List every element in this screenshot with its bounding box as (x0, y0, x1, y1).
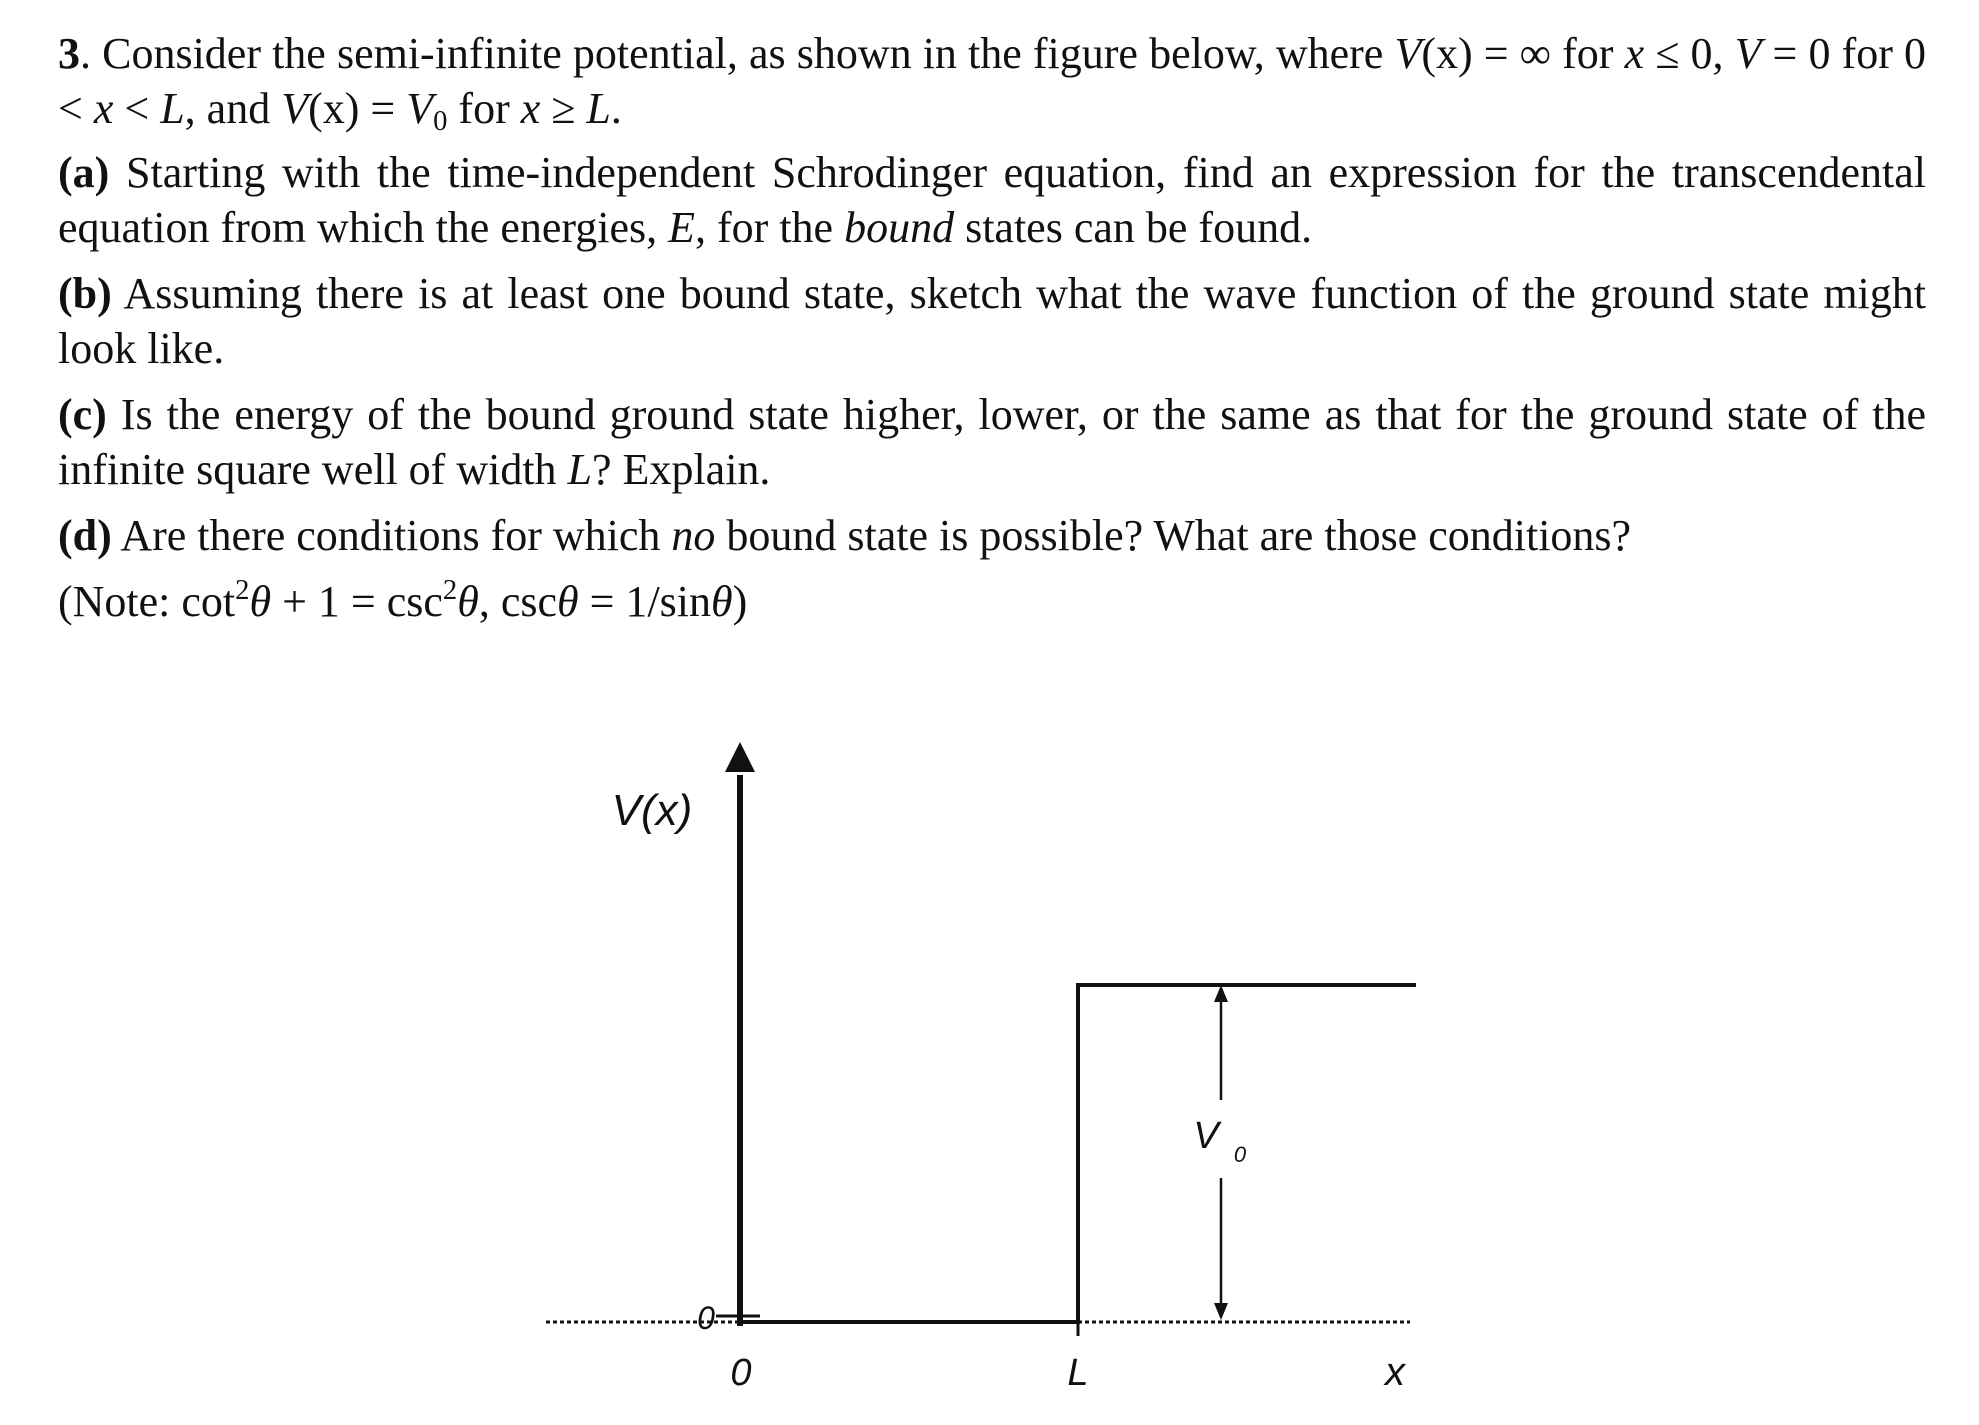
origin-label: 0 (730, 1352, 752, 1394)
y-axis-arrowhead (725, 742, 755, 772)
y-axis-label: V(x) (611, 786, 693, 835)
v0-arrowhead-down (1214, 1303, 1228, 1320)
origin-tick-label: 0 (697, 1300, 715, 1336)
part-d-label: (d) (58, 511, 112, 560)
problem-intro: 3. Consider the semi-infinite potential, as shown in the figure below, where V(x) = ∞ for x ≤ 0, V = 0 for 0 < x < L, and $V(x) = V_0$ for x ≥ L. (58, 29, 1926, 138)
x-axis-label: x (1385, 1350, 1405, 1394)
part-b-label: (b) (58, 269, 112, 318)
part-c-label: (c) (58, 390, 107, 439)
problem-statement (58, 26, 1926, 640)
part-a: (a) Starting with the time-independent Schrodinger equation, find an expression for the transcendental equation from which the energies, E, for the bound states can be found. (58, 148, 1926, 252)
trig-note: (Note: $\cot^2\theta + 1 = \csc^2\theta$, cscθ = 1/sinθ) (58, 574, 748, 626)
v0-subscript: 0 (1233, 1142, 1247, 1167)
problem-number: 3 (58, 29, 80, 78)
part-c: (c) Is the energy of the bound ground state higher, lower, or the same as that for the ground state of the infinite square well of width L? Explain. (58, 390, 1926, 494)
potential-curve (740, 985, 1416, 1322)
part-d: (d) Are there conditions for which no bound state is possible? What are those conditions? (58, 511, 1632, 560)
v0-arrowhead-up (1214, 985, 1228, 1002)
part-a-label: (a) (58, 148, 110, 197)
v0-label: V (1193, 1115, 1219, 1157)
L-label: L (1067, 1352, 1089, 1394)
part-b: (b) Assuming there is at least one bound state, sketch what the wave function of the ground state might look like. (58, 269, 1926, 373)
